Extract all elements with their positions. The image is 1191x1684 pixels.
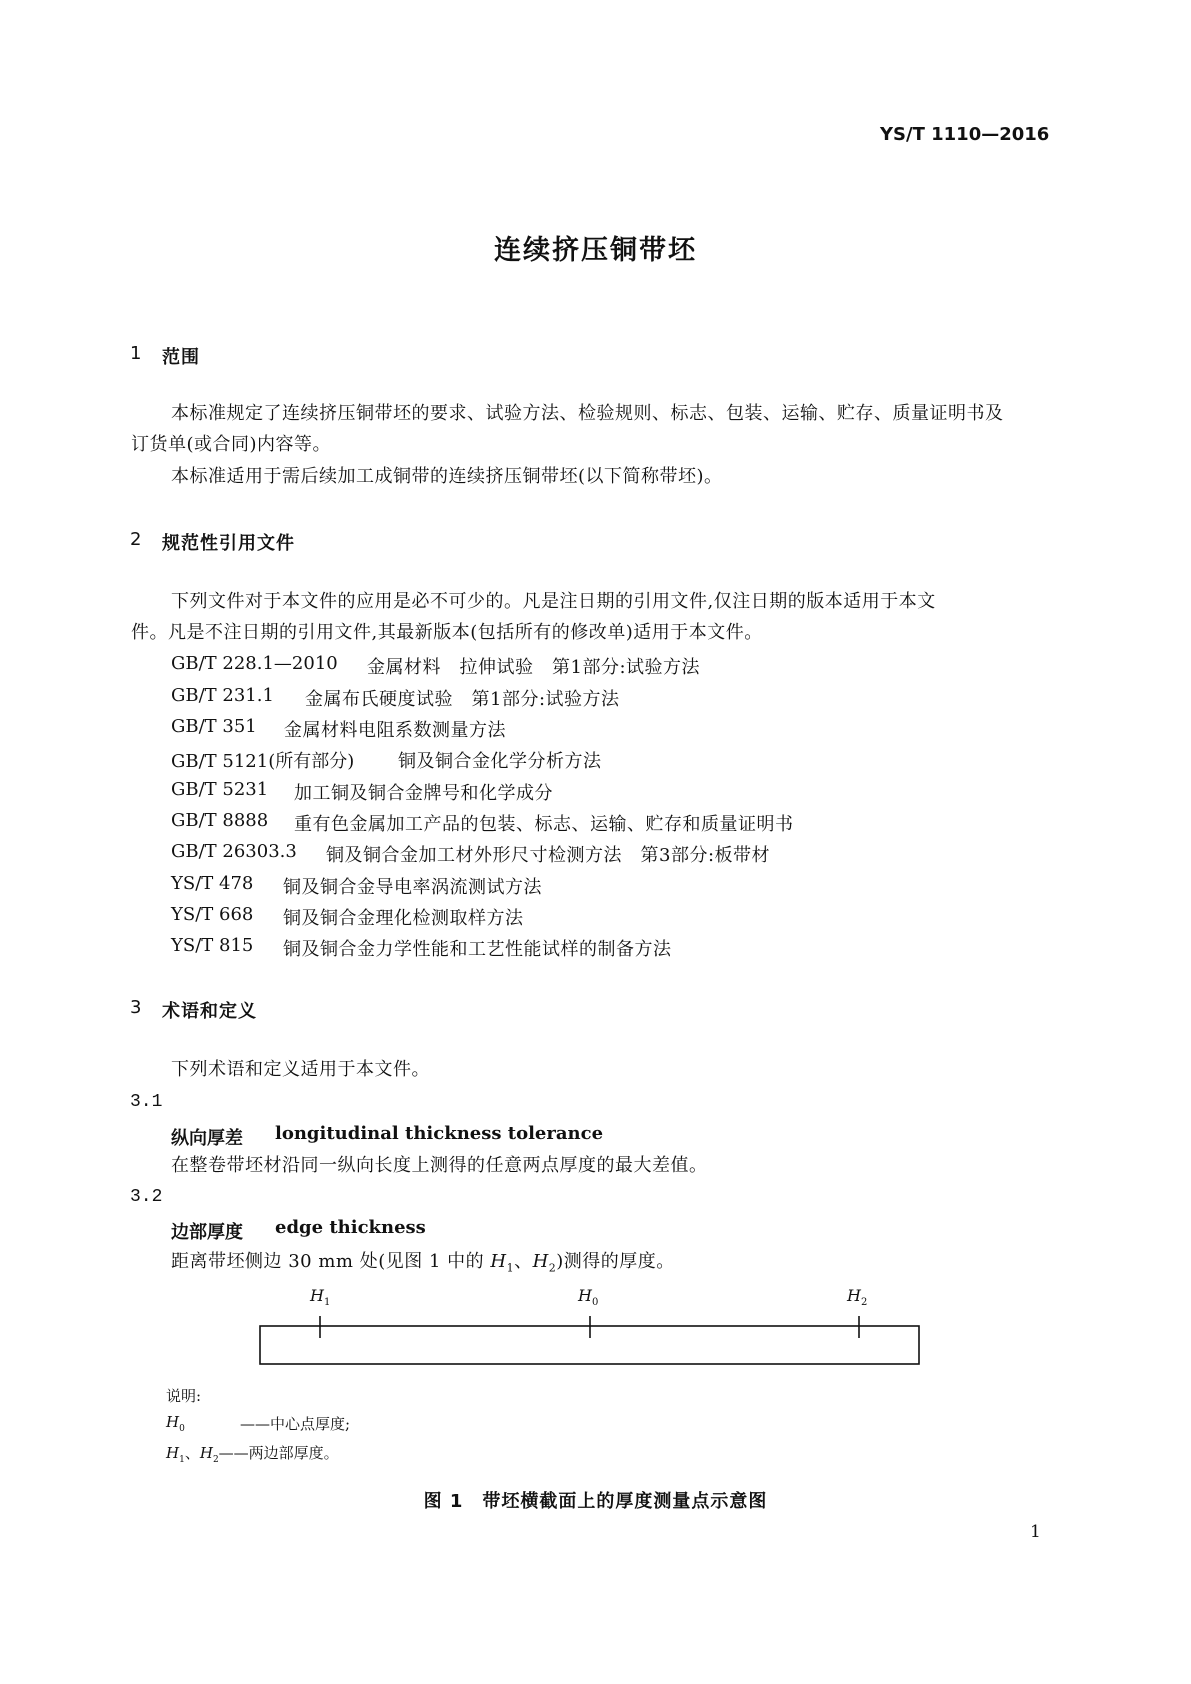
section-number: 1 — [130, 343, 142, 364]
label-h1 — [310, 1286, 330, 1308]
document-title: 连续挤压铜带坯 — [494, 235, 697, 266]
strip-cross-section-rect — [260, 1326, 919, 1364]
page-number: 1 — [1030, 1522, 1041, 1542]
reference-code: GB/T 26303.3 — [171, 841, 297, 862]
reference-title: 铜及铜合金理化检测取样方法 — [283, 908, 524, 929]
reference-title: 加工铜及铜合金牌号和化学成分 — [294, 783, 553, 804]
definition-text: )测得的厚度。 — [556, 1251, 675, 1272]
symbol-sub: 0 — [179, 1424, 185, 1434]
scope-paragraph-line: 本标准规定了连续挤压铜带坯的要求、试验方法、检验规则、标志、包装、运输、贮存、质量证明书及 — [171, 403, 1004, 424]
normative-intro-line: 下列文件对于本文件的应用是必不可少的。凡是注日期的引用文件,仅注日期的版本适用于本文 — [171, 591, 936, 612]
term-chinese: 边部厚度 — [171, 1222, 243, 1243]
section-title-terms-definitions: 术语和定义 — [162, 1001, 257, 1022]
term-number: 3.2 — [130, 1187, 163, 1207]
key-h12-description: ——两边部厚度。 — [218, 1444, 339, 1462]
term-number: 3.1 — [130, 1092, 163, 1112]
symbol-separator: 、 — [184, 1444, 200, 1462]
label-main: H — [578, 1286, 592, 1305]
key-h1-h2-entry — [166, 1442, 339, 1465]
section-number: 2 — [130, 529, 142, 550]
term-chinese: 纵向厚差 — [171, 1128, 243, 1149]
symbol-h2 — [532, 1251, 557, 1275]
term-definition: 在整卷带坯材沿同一纵向长度上测得的任意两点厚度的最大差值。 — [171, 1155, 708, 1176]
reference-code: GB/T 5231 — [171, 779, 269, 800]
reference-code: GB/T 5121(所有部分) — [171, 751, 355, 772]
symbol-main: H — [490, 1251, 507, 1272]
label-h0 — [578, 1286, 598, 1308]
reference-code: GB/T 351 — [171, 716, 257, 737]
label-sub: 1 — [323, 1297, 331, 1309]
reference-title: 金属材料 拉伸试验 第1部分:试验方法 — [367, 657, 701, 678]
symbol-sub: 2 — [212, 1455, 219, 1465]
symbol-main: H — [532, 1251, 549, 1272]
reference-title: 金属材料电阻系数测量方法 — [284, 720, 506, 741]
scope-paragraph-line: 订货单(或合同)内容等。 — [131, 434, 332, 455]
reference-code: GB/T 228.1—2010 — [171, 653, 338, 674]
reference-code: YS/T 815 — [171, 935, 254, 956]
symbol-main: H — [166, 1444, 180, 1462]
normative-intro-line: 件。凡是不注日期的引用文件,其最新版本(包括所有的修改单)适用于本文件。 — [131, 622, 763, 643]
reference-title: 金属布氏硬度试验 第1部分:试验方法 — [305, 689, 620, 710]
label-sub: 2 — [860, 1297, 868, 1309]
term-english: edge thickness — [275, 1217, 426, 1238]
terms-intro: 下列术语和定义适用于本文件。 — [171, 1059, 430, 1080]
symbol-sub: 1 — [506, 1261, 515, 1275]
reference-title: 重有色金属加工产品的包装、标志、运输、贮存和质量证明书 — [294, 814, 794, 835]
reference-code: GB/T 8888 — [171, 810, 269, 831]
section-title-scope: 范围 — [162, 347, 200, 368]
label-sub: 0 — [591, 1297, 599, 1309]
standard-code: YS/T 1110—2016 — [880, 124, 1050, 145]
term-definition — [171, 1246, 675, 1284]
figure-caption: 图 1 带坯横截面上的厚度测量点示意图 — [423, 1491, 768, 1512]
reference-code: YS/T 668 — [171, 904, 254, 925]
reference-title: 铜及铜合金化学分析方法 — [398, 751, 602, 772]
definition-text: 距离带坯侧边 30 mm 处(见图 1 中的 — [171, 1251, 491, 1272]
reference-code: YS/T 478 — [171, 873, 254, 894]
label-main: H — [847, 1286, 861, 1305]
scope-applicability-paragraph: 本标准适用于需后续加工成铜带的连续挤压铜带坯(以下简称带坯)。 — [171, 466, 723, 487]
label-main: H — [310, 1286, 324, 1305]
symbol-sub: 2 — [548, 1261, 557, 1275]
symbol-main: H — [166, 1413, 180, 1431]
reference-title: 铜及铜合金加工材外形尺寸检测方法 第3部分:板带材 — [326, 845, 771, 866]
section-title-normative-references: 规范性引用文件 — [162, 533, 295, 554]
key-title: 说明: — [166, 1387, 202, 1405]
symbol-main: H — [199, 1444, 213, 1462]
reference-title: 铜及铜合金导电率涡流测试方法 — [283, 877, 542, 898]
reference-code: GB/T 231.1 — [171, 685, 274, 706]
reference-title: 铜及铜合金力学性能和工艺性能试样的制备方法 — [283, 939, 672, 960]
label-h2 — [847, 1286, 867, 1308]
key-h0-description: ——中心点厚度; — [240, 1415, 351, 1433]
term-english: longitudinal thickness tolerance — [275, 1123, 604, 1144]
symbol-sub: 1 — [179, 1455, 185, 1465]
key-h0-symbol — [166, 1413, 185, 1434]
section-number: 3 — [130, 997, 142, 1018]
symbol-h1 — [490, 1251, 515, 1275]
symbol-separator: 、 — [514, 1251, 533, 1272]
